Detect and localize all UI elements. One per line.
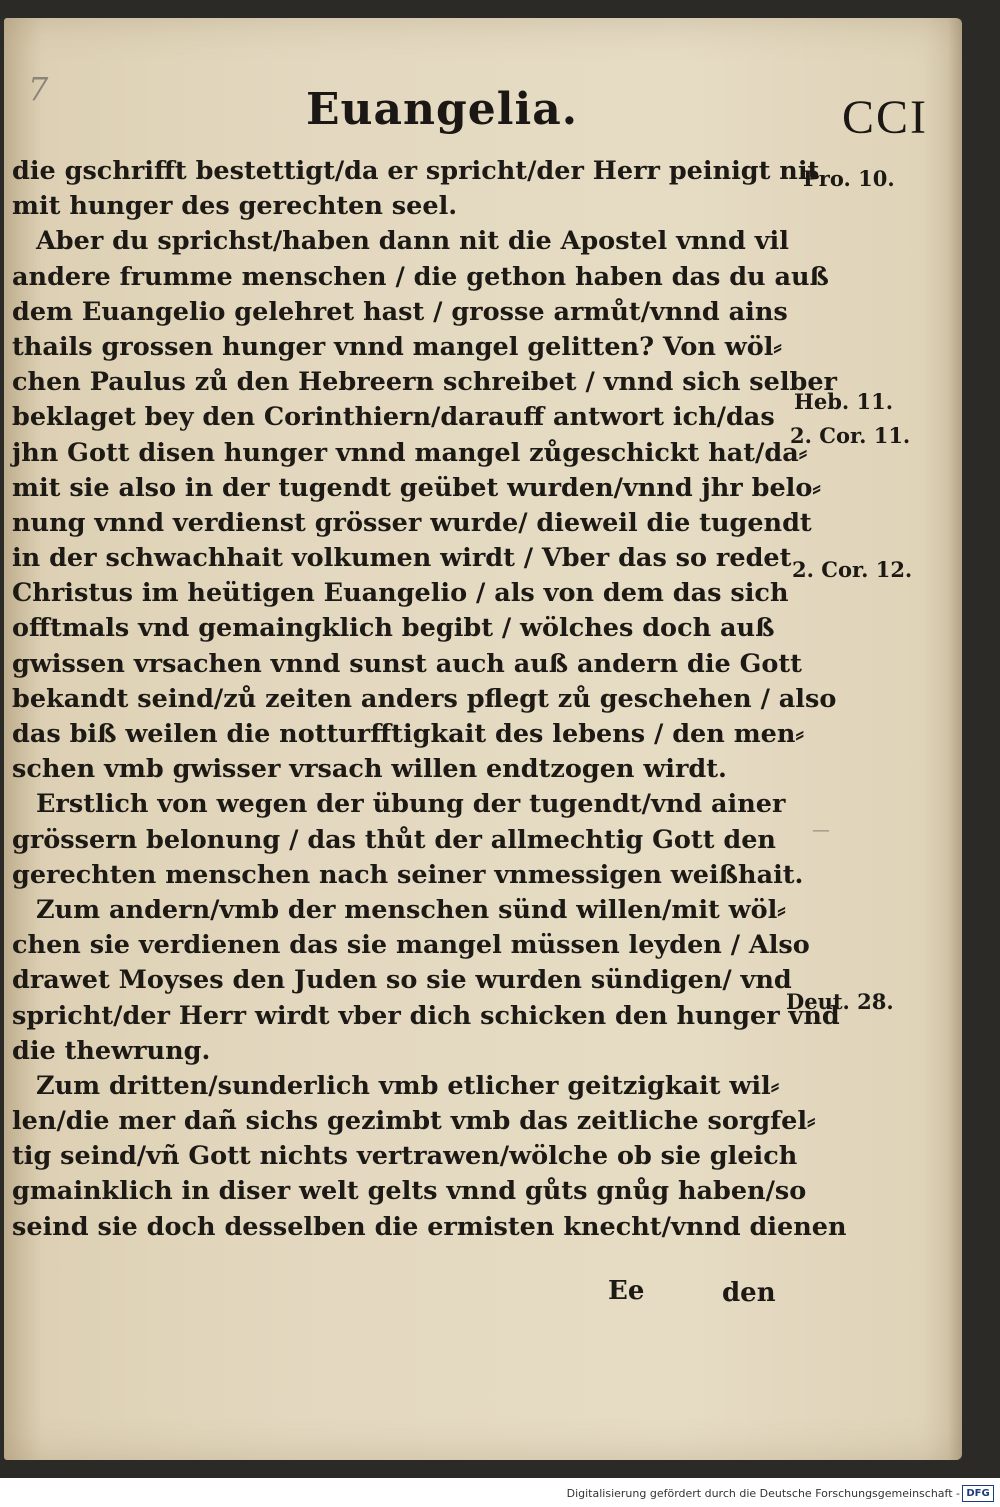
margin-note: Heb. 11.	[794, 389, 894, 414]
text-line: mit sie also in der tugendt geübet wurden/vnnd jhr belo⸗	[12, 472, 821, 503]
text-line: jhn Gott disen hunger vnnd mangel zůgeschickt hat/da⸗	[12, 437, 808, 468]
text-line: thails grossen hunger vnnd mangel gelitten? Von wöl⸗	[12, 331, 782, 362]
folio-number: CCI	[842, 91, 929, 144]
text-line: Christus im heütigen Euangelio / als von dem das sich	[12, 578, 789, 609]
text-line: die gschrifft bestettigt/da er spricht/der Herr peinigt nit	[12, 156, 820, 186]
catchword: den	[722, 1278, 776, 1308]
text-line: dem Euangelio gelehret hast / grosse armůt/vnnd ains	[12, 296, 788, 327]
text-line: seind sie doch desselben die ermisten knecht/vnnd dienen	[12, 1211, 847, 1242]
text-line: drawet Moyses den Juden so sie wurden sündigen/ vnd	[12, 965, 792, 996]
text-line: in der schwachhait volkumen wirdt / Vber das so redet	[12, 543, 792, 574]
stray-ink-mark: —	[812, 820, 830, 841]
dfg-logo: DFG	[962, 1485, 994, 1502]
margin-note: Pro. 10.	[803, 166, 895, 191]
text-line: andere frumme menschen / die gethon haben das du auß	[12, 261, 829, 292]
text-line: offtmals vnd gemaingklich begibt / wölches doch auß	[12, 613, 775, 644]
text-line: bekandt seind/zů zeiten anders pflegt zů geschehen / also	[12, 683, 837, 714]
text-line: Zum andern/vmb der menschen sünd willen/mit wöl⸗	[36, 894, 786, 925]
signature-mark: Ee	[608, 1276, 645, 1306]
page-edge-shadow	[948, 18, 962, 1460]
text-line: Erstlich von wegen der übung der tugendt/vnd ainer	[36, 789, 786, 820]
text-line: die thewrung.	[12, 1035, 211, 1066]
margin-note: 2. Cor. 11.	[790, 423, 911, 448]
text-line: len/die mer dañ sichs gezimbt vmb das zeitliche sorgfel⸗	[12, 1106, 816, 1137]
text-line: gmainklich in diser welt gelts vnnd gůts gnůg haben/so	[12, 1176, 807, 1207]
pencil-mark: 7	[28, 70, 49, 108]
text-line: chen Paulus zů den Hebreern schreibet / vnnd sich selber	[12, 367, 837, 398]
text-line: grössern belonung / das thůt der allmechtig Gott den	[12, 824, 776, 855]
footer-credit: Digitalisierung gefördert durch die Deutsche Forschungsgemeinschaft -	[566, 1487, 960, 1500]
text-line: tig seind/vñ Gott nichts vertrawen/wölche ob sie gleich	[12, 1141, 798, 1172]
text-line: Aber du sprichst/haben dann nit die Apostel vnnd vil	[36, 226, 789, 257]
text-line: Zum dritten/sunderlich vmb etlicher geitzigkait wil⸗	[36, 1070, 780, 1101]
text-line: gwissen vrsachen vnnd sunst auch auß andern die Gott	[12, 648, 802, 679]
margin-note: 2. Cor. 12.	[792, 557, 913, 582]
text-line: schen vmb gwisser vrsach willen endtzogen wirdt.	[12, 754, 727, 785]
text-line: das biß weilen die notturfftigkait des lebens / den men⸗	[12, 719, 804, 749]
text-line: gerechten menschen nach seiner vnmessigen weißhait.	[12, 859, 804, 890]
text-line: nung vnnd verdienst grösser wurde/ dieweil die tugendt	[12, 507, 812, 538]
text-line: mit hunger des gerechten seel.	[12, 191, 458, 222]
text-line: beklaget bey den Corinthiern/darauff antwort ich/das	[12, 402, 775, 433]
text-line: chen sie verdienen das sie mangel müssen leyden / Also	[12, 930, 810, 961]
footer-bar	[0, 1478, 1000, 1507]
margin-note: Deut. 28.	[786, 989, 894, 1014]
text-line: spricht/der Herr wirdt vber dich schicken den hunger vnd	[12, 1000, 840, 1031]
running-head: Euangelia.	[306, 84, 579, 135]
